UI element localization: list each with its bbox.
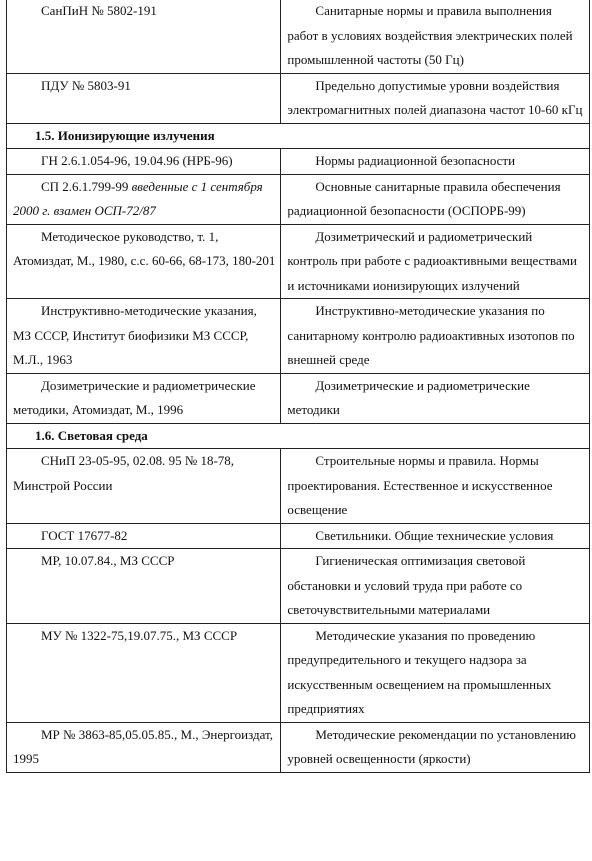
document-code-cell: Дозиметрические и радиометрические методики, Атомиздат, М., 1996: [7, 373, 281, 423]
table-row: [7, 373, 590, 423]
document-code-cell: ПДУ № 5803-91: [7, 73, 281, 123]
document-code-cell: МР № 3863-85,05.05.85., М., Энергоиздат, 1995: [7, 722, 281, 772]
section-row: [7, 123, 590, 149]
document-code-cell: СанПиН № 5802-191: [7, 0, 281, 73]
document-title-cell: Инструктивно-методические указания по санитарному контролю радиоактивных изотопов по внешней среде: [281, 299, 590, 374]
document-note: введенные с 1 сентября 2000 г. взамен ОСП-72/87: [13, 178, 263, 218]
document-code-cell: ГОСТ 17677-82: [7, 523, 281, 549]
document-title-cell: Санитарные нормы и правила выполнения работ в условиях воздействия электрических полей промышленной частоты (50 Гц): [281, 0, 590, 73]
document-code-cell: Инструктивно-методические указания, МЗ СССР, Институт биофизики МЗ СССР, М.Л., 1963: [7, 299, 281, 374]
table-row: [7, 549, 590, 624]
document-code-cell: СП 2.6.1.799-99 введенные с 1 сентября 2000 г. взамен ОСП-72/87: [7, 174, 281, 224]
table-row: [7, 0, 590, 73]
regulations-table-body: [7, 0, 590, 772]
document-title-cell: Строительные нормы и правила. Нормы проектирования. Естественное и искусственное освещение: [281, 449, 590, 524]
document-title-cell: Дозиметрические и радиометрические методики: [281, 373, 590, 423]
section-heading: 1.6. Световая среда: [7, 423, 590, 449]
section-row: [7, 423, 590, 449]
document-title-cell: Нормы радиационной безопасности: [281, 149, 590, 175]
document-code-cell: МР, 10.07.84., МЗ СССР: [7, 549, 281, 624]
table-row: [7, 623, 590, 722]
regulations-table: [6, 0, 590, 773]
document-code-cell: МУ № 1322-75,19.07.75., МЗ СССР: [7, 623, 281, 722]
document-title-cell: Светильники. Общие технические условия: [281, 523, 590, 549]
document-code-cell: Методическое руководство, т. 1, Атомиздат, М., 1980, с.с. 60-66, 68-173, 180-201: [7, 224, 281, 299]
table-row: [7, 149, 590, 175]
document-title-cell: Гигиеническая оптимизация световой обстановки и условий труда при работе со светочувствительными материалами: [281, 549, 590, 624]
document-title-cell: Дозиметрический и радиометрический контроль при работе с радиоактивными веществами и источниками ионизирующих излучений: [281, 224, 590, 299]
table-row: [7, 174, 590, 224]
table-row: [7, 73, 590, 123]
table-row: [7, 523, 590, 549]
table-row: [7, 224, 590, 299]
section-heading: 1.5. Ионизирующие излучения: [7, 123, 590, 149]
document-title-cell: Предельно допустимые уровни воздействия электромагнитных полей диапазона частот 10-60 кГц: [281, 73, 590, 123]
document-code-cell: СНиП 23-05-95, 02.08. 95 № 18-78, Минстрой России: [7, 449, 281, 524]
document-title-cell: Методические указания по проведению предупредительного и текущего надзора за искусственным освещением на промышленных предприятиях: [281, 623, 590, 722]
table-row: [7, 299, 590, 374]
document-code-cell: ГН 2.6.1.054-96, 19.04.96 (НРБ-96): [7, 149, 281, 175]
table-row: [7, 449, 590, 524]
table-row: [7, 722, 590, 772]
document-title-cell: Методические рекомендации по установлению уровней освещенности (яркости): [281, 722, 590, 772]
document-title-cell: Основные санитарные правила обеспечения радиационной безопасности (ОСПОРБ-99): [281, 174, 590, 224]
